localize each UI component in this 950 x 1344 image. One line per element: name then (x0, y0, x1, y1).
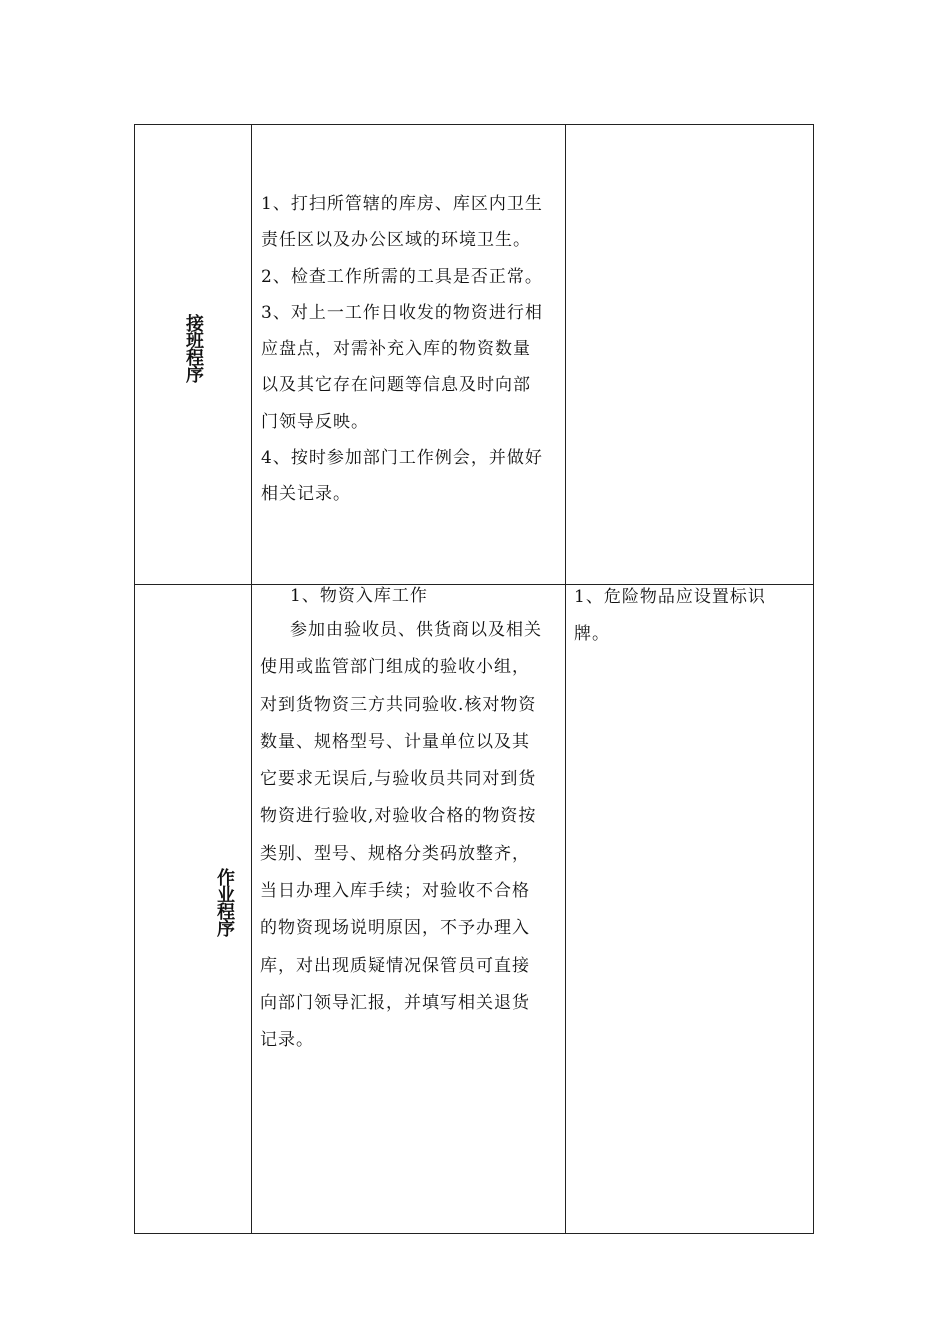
content-line: 门领导反映。 (261, 411, 369, 432)
notes-line: 1、危险物品应设置标识 (574, 587, 766, 607)
table-border-left (134, 124, 135, 1234)
content-line: 3、对上一工作日收发的物资进行相 (261, 302, 543, 323)
content-line: 1、打扫所管辖的库房、库区内卫生 (261, 194, 543, 214)
row-label-operation: 作业程序 (214, 868, 235, 936)
content-line: 参加由验收员、供货商以及相关 (290, 620, 542, 640)
row-content-operation (260, 579, 542, 1060)
content-line: 的物资现场说明原因，不予办理入 (260, 918, 530, 939)
content-line: 1、物资入库工作 (290, 586, 428, 606)
column-divider-2 (565, 124, 566, 1234)
content-line: 物资进行验收,对验收合格的物资按 (260, 806, 537, 827)
content-line: 记录。 (260, 1030, 314, 1051)
table-border-top (134, 124, 814, 125)
content-line: 当日办理入库手续；对验收不合格 (260, 881, 530, 902)
content-line: 库，对出现质疑情况保管员可直接 (260, 955, 530, 976)
content-line: 4、按时参加部门工作例会，并做好 (261, 448, 543, 469)
content-line: 向部门领导汇报，并填写相关退货 (260, 992, 530, 1013)
content-line: 以及其它存在问题等信息及时向部 (261, 375, 531, 396)
table-border-bottom (134, 1233, 814, 1234)
content-line: 类别、型号、规格分类码放整齐， (260, 843, 530, 864)
notes-line: 牌。 (574, 624, 610, 644)
content-line: 应盘点，对需补充入库的物资数量 (261, 339, 531, 360)
row-content-handover (261, 186, 543, 513)
column-divider-1 (251, 124, 252, 1234)
content-line: 2、检查工作所需的工具是否正常。 (261, 266, 543, 287)
procedure-table (134, 124, 814, 1234)
content-line: 责任区以及办公区域的环境卫生。 (261, 230, 531, 251)
row-label-handover: 接班程序 (183, 314, 204, 382)
table-border-right (813, 124, 814, 1234)
content-line: 它要求无误后,与验收员共同对到货 (260, 769, 537, 790)
content-line: 使用或监管部门组成的验收小组， (260, 657, 530, 678)
content-line: 相关记录。 (261, 484, 351, 505)
content-line: 对到货物资三方共同验收.核对物资 (260, 694, 537, 715)
row-notes-operation (574, 581, 766, 654)
content-line: 数量、规格型号、计量单位以及其 (260, 731, 530, 752)
